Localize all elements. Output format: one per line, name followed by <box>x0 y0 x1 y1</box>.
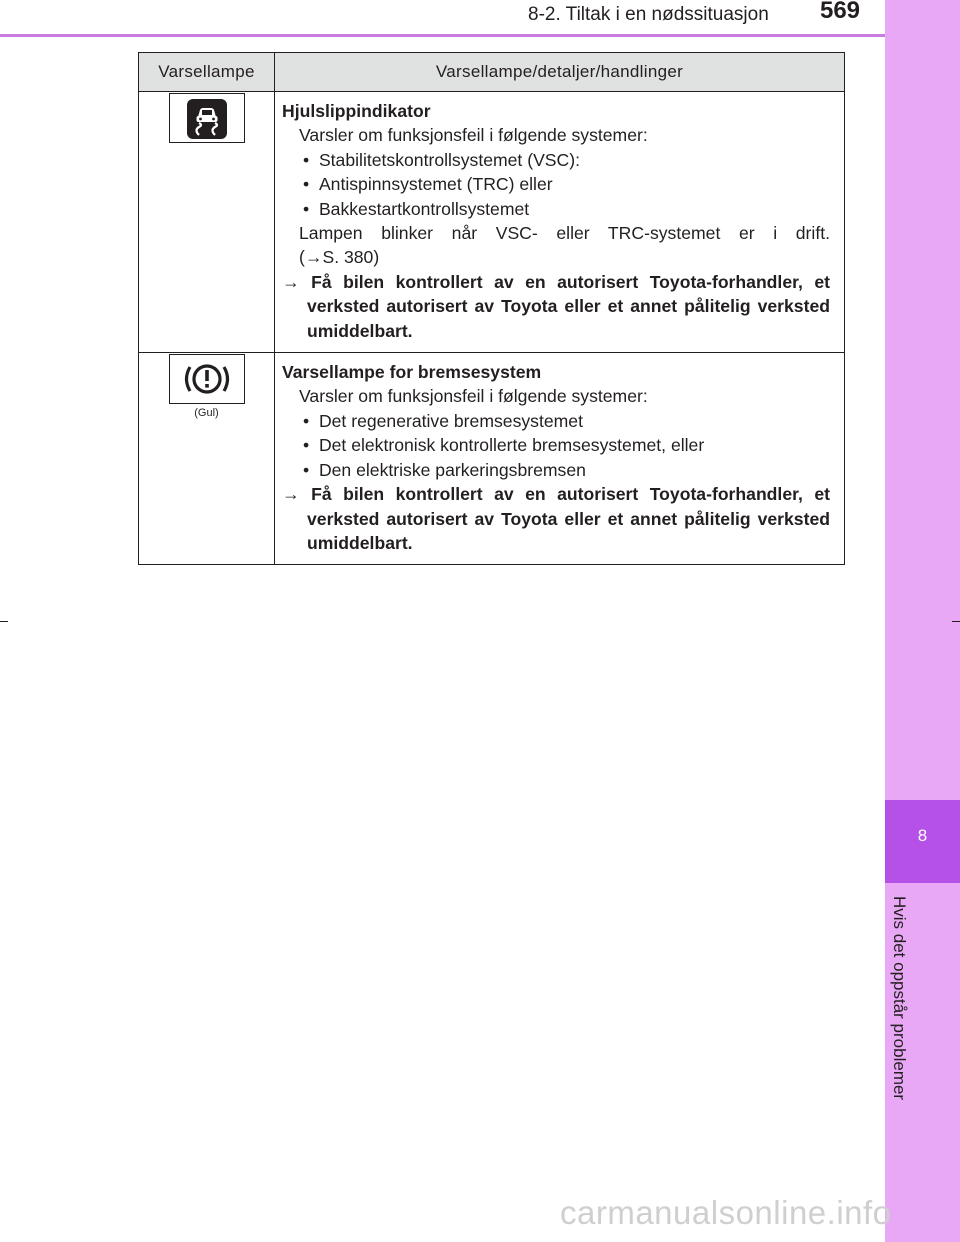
page-reference: (→S. 380) <box>299 247 380 268</box>
lamp-note: Lampen blinker når VSC- eller TRC-systemet er i drift. <box>299 223 830 244</box>
lamp-title: Hjulslippindikator <box>282 101 431 121</box>
column-header-details: Varsellampe/detaljer/handlinger <box>275 53 845 92</box>
lamp-intro: Varsler om funksjonsfeil i følgende systemer: <box>299 125 648 146</box>
watermark: carmanualsonline.info <box>560 1194 892 1231</box>
list-item: • Det elektronisk kontrollerte bremsesystemet, eller <box>303 435 705 456</box>
chapter-title: Hvis det oppstår problemer <box>890 896 909 1101</box>
lamp-frame <box>169 354 245 404</box>
brake-warning-icon <box>182 359 232 404</box>
crop-mark-right <box>952 621 960 622</box>
column-header-lamp: Varsellampe <box>139 53 275 92</box>
list-item: • Antispinnsystemet (TRC) eller <box>303 174 553 195</box>
page-number: 569 <box>819 0 861 24</box>
lamp-intro: Varsler om funksjonsfeil i følgende systemer: <box>299 386 648 407</box>
table-header-row <box>139 53 845 92</box>
action-instruction: → Få bilen kontrollert av en autorisert Toyota-forhandler, et verksted autorisert av Toyota eller et annet pålitelig verksted umiddelbart. <box>282 484 830 553</box>
chapter-number: 8 <box>917 826 928 845</box>
list-item: • Den elektriske parkeringsbremsen <box>303 459 586 480</box>
section-title: 8-2. Tiltak i en nødssituasjon <box>528 4 769 25</box>
lamp-frame <box>169 93 245 143</box>
crop-mark-left <box>0 621 8 622</box>
list-item: • Bakkestartkontrollsystemet <box>303 198 530 219</box>
warning-lamp-table <box>138 52 845 565</box>
details-cell <box>275 353 845 565</box>
list-item: • Det regenerative bremsesystemet <box>303 410 583 431</box>
lamp-cell <box>139 92 275 353</box>
header-divider <box>0 34 885 37</box>
lamp-title: Varsellampe for bremsesystem <box>282 362 542 383</box>
lamp-color-caption: (Gul) <box>194 407 219 420</box>
list-item: • Stabilitetskontrollsystemet (VSC): <box>303 149 580 170</box>
skid-indicator-icon <box>187 99 227 144</box>
action-instruction: → Få bilen kontrollert av en autorisert Toyota-forhandler, et verksted autorisert av Toyota eller et annet pålitelig verksted umiddelbart. <box>282 271 830 341</box>
details-cell <box>275 92 845 353</box>
lamp-cell <box>139 353 275 565</box>
table-row <box>139 92 845 353</box>
table-row <box>139 353 845 565</box>
